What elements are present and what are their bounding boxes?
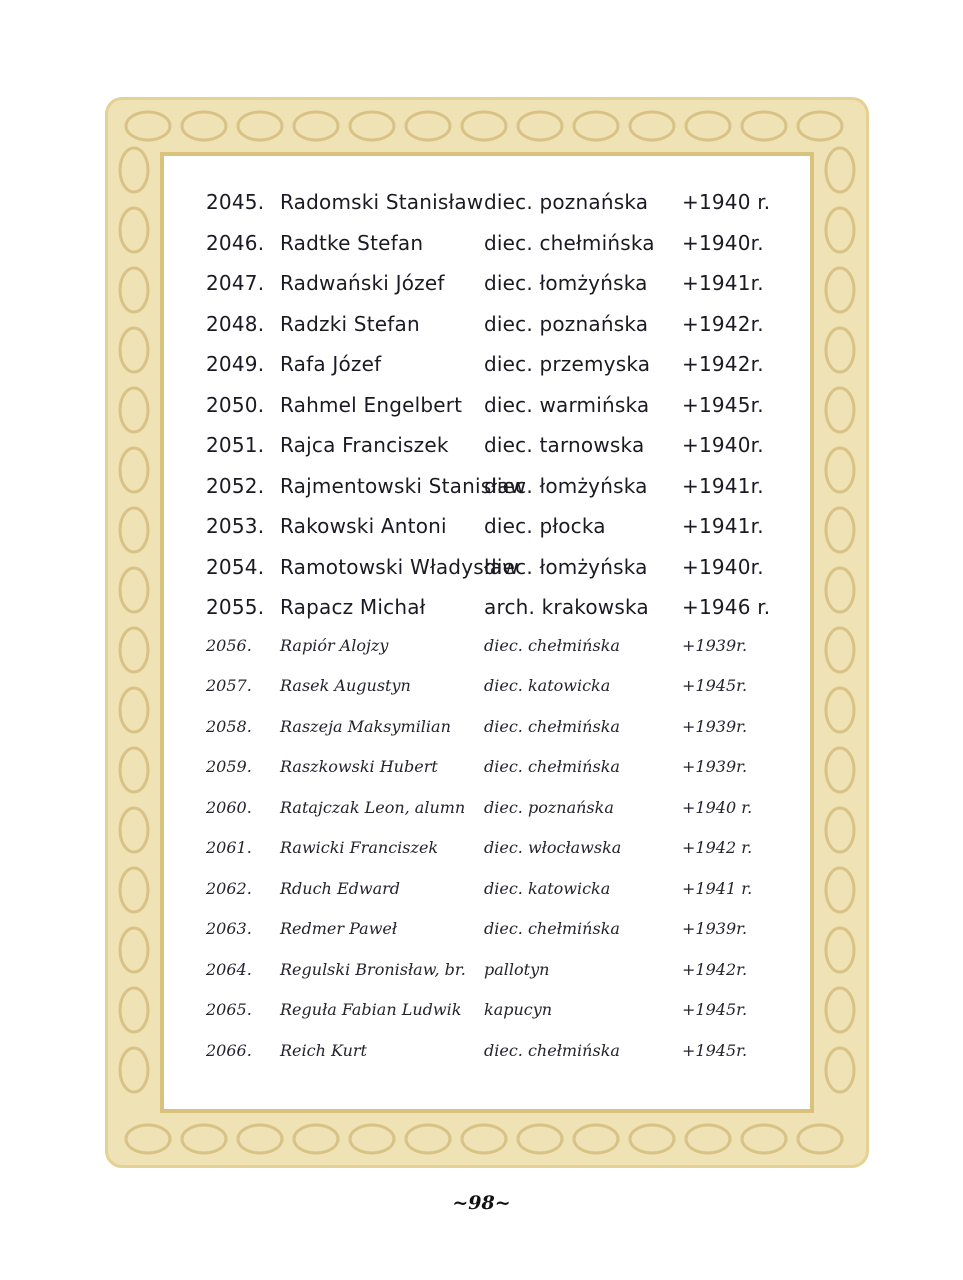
entry-name: Radtke Stefan [280, 230, 424, 255]
entry-diocese: diec. chełmińska [484, 230, 655, 255]
entry-year: +1940 r. [682, 797, 753, 817]
entry-number: 2056. [206, 635, 252, 655]
register-entry [196, 666, 796, 707]
entry-year: +1942r. [682, 311, 764, 336]
entry-year: +1942 r. [682, 838, 753, 857]
entry-diocese: diec. poznańska [484, 311, 649, 336]
entry-number: 2047. [206, 271, 265, 295]
entry-number: 2058. [206, 716, 252, 736]
entry-number: 2048. [206, 311, 265, 336]
entry-number: 2060. [206, 797, 252, 817]
entry-name: Rduch Edward [280, 878, 400, 898]
register-entry [196, 950, 796, 991]
entry-year: +1940r. [682, 554, 764, 579]
entry-number: 2050. [206, 392, 265, 417]
entry-diocese: diec. katowicka [484, 676, 611, 695]
entry-name: Rafa Józef [280, 352, 382, 376]
register-entry [196, 464, 796, 505]
entry-diocese: diec. włocławska [484, 838, 622, 857]
register-entry [196, 990, 796, 1031]
entry-number: 2049. [206, 352, 265, 376]
entry-year: +1941r. [682, 271, 764, 295]
entry-diocese: diec. chełmińska [484, 1040, 620, 1060]
entry-year: +1945r. [682, 392, 764, 417]
entry-year: +1941 r. [682, 878, 753, 898]
register-entry [196, 383, 796, 424]
entry-name: Ratajczak Leon, alumn [280, 797, 466, 817]
entry-year: +1939r. [682, 919, 748, 938]
entry-year: +1946 r. [682, 595, 771, 619]
register-entry [196, 585, 796, 626]
entry-diocese: kapucyn [484, 1000, 553, 1019]
entry-name: Rakowski Antoni [280, 514, 447, 538]
entry-number: 2065. [206, 1000, 252, 1019]
entry-number: 2052. [206, 473, 265, 498]
entry-year: +1940 r. [682, 190, 771, 214]
entry-name: Regulski Bronisław, br. [280, 959, 466, 979]
entry-name: Rajmentowski Stanisław [280, 473, 527, 498]
register-entry [196, 423, 796, 464]
entry-number: 2055. [206, 595, 265, 619]
register-entry [196, 221, 796, 262]
entry-year: +1940r. [682, 433, 764, 457]
entry-diocese: pallotyn [484, 959, 550, 979]
entry-diocese: diec. katowicka [484, 878, 611, 898]
page-number: ~98~ [452, 1192, 511, 1214]
entry-number: 2062. [206, 878, 252, 898]
register-entry [196, 180, 796, 221]
register-entry [196, 707, 796, 748]
register-entry [196, 545, 796, 586]
register-entry [196, 747, 796, 788]
register-entry [196, 626, 796, 667]
entry-diocese: diec. poznańska [484, 190, 649, 214]
priest-register-list [196, 180, 796, 1071]
register-entry [196, 909, 796, 950]
register-entry [196, 1031, 796, 1072]
register-entry [196, 869, 796, 910]
register-entry [196, 342, 796, 383]
entry-year: +1945r. [682, 1000, 748, 1019]
entry-year: +1939r. [682, 635, 748, 655]
entry-name: Rasek Augustyn [280, 676, 411, 695]
entry-year: +1941r. [682, 473, 764, 498]
entry-diocese: diec. tarnowska [484, 433, 645, 457]
entry-year: +1939r. [682, 757, 748, 776]
entry-number: 2061. [206, 838, 252, 857]
entry-number: 2057. [206, 676, 252, 695]
entry-diocese: diec. łomżyńska [484, 271, 648, 295]
entry-diocese: diec. chełmińska [484, 635, 620, 655]
entry-year: +1945r. [682, 676, 748, 695]
entry-year: +1945r. [682, 1040, 748, 1060]
entry-year: +1942r. [682, 352, 764, 376]
entry-year: +1940r. [682, 230, 764, 255]
entry-name: Rawicki Franciszek [280, 838, 439, 857]
entry-name: Rajca Franciszek [280, 433, 449, 457]
entry-name: Radomski Stanisław [280, 190, 484, 214]
register-entry [196, 261, 796, 302]
entry-number: 2046. [206, 230, 265, 255]
entry-number: 2051. [206, 433, 265, 457]
entry-number: 2045. [206, 190, 265, 214]
entry-name: Ramotowski Władysław [280, 554, 519, 579]
register-entry [196, 302, 796, 343]
entry-number: 2054. [206, 554, 265, 579]
entry-year: +1939r. [682, 716, 748, 736]
entry-year: +1941r. [682, 514, 764, 538]
entry-name: Rapiór Alojzy [280, 635, 389, 655]
entry-diocese: diec. warmińska [484, 392, 650, 417]
entry-diocese: diec. poznańska [484, 797, 614, 817]
entry-number: 2053. [206, 514, 265, 538]
entry-diocese: arch. krakowska [484, 595, 649, 619]
entry-name: Rahmel Engelbert [280, 392, 463, 417]
register-entry [196, 788, 796, 829]
entry-number: 2059. [206, 757, 252, 776]
entry-diocese: diec. płocka [484, 514, 606, 538]
register-entry [196, 828, 796, 869]
entry-name: Raszeja Maksymilian [280, 716, 451, 736]
entry-diocese: diec. przemyska [484, 352, 651, 376]
register-entry [196, 504, 796, 545]
entry-number: 2066. [206, 1040, 252, 1060]
entry-name: Redmer Paweł [280, 919, 398, 938]
entry-diocese: diec. łomżyńska [484, 473, 648, 498]
entry-diocese: diec. chełmińska [484, 757, 620, 776]
entry-year: +1942r. [682, 959, 748, 979]
entry-number: 2063. [206, 919, 252, 938]
entry-name: Radzki Stefan [280, 311, 420, 336]
entry-name: Reguła Fabian Ludwik [280, 1000, 462, 1019]
entry-name: Raszkowski Hubert [280, 757, 438, 776]
entry-name: Radwański Józef [280, 271, 445, 295]
entry-name: Reich Kurt [280, 1040, 367, 1060]
entry-diocese: diec. chełmińska [484, 919, 620, 938]
entry-name: Rapacz Michał [280, 595, 426, 619]
entry-diocese: diec. chełmińska [484, 716, 620, 736]
entry-number: 2064. [206, 959, 252, 979]
entry-diocese: diec. łomżyńska [484, 554, 648, 579]
